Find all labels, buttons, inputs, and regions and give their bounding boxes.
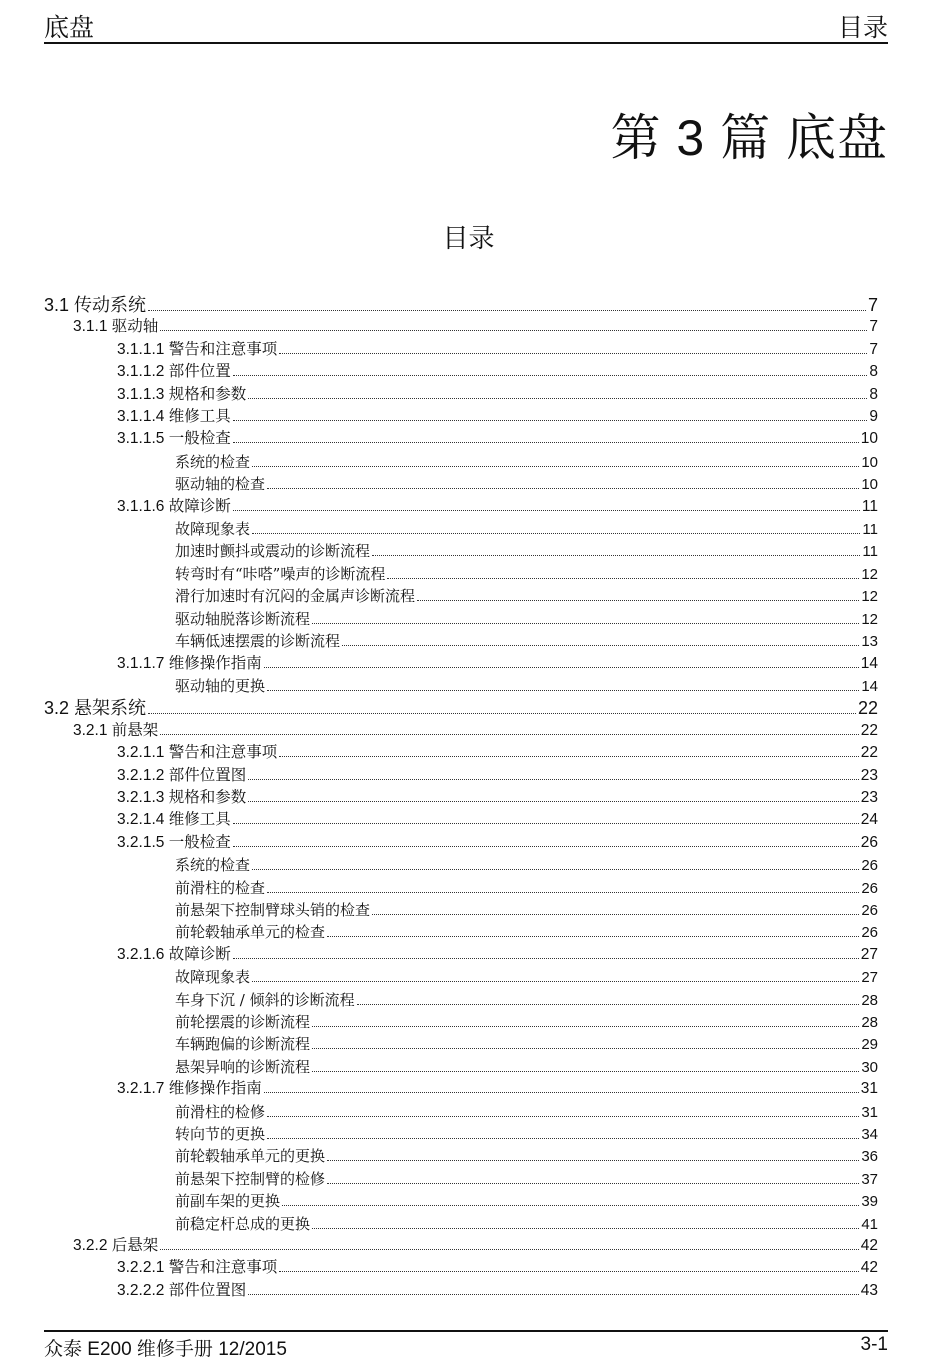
toc-entry-label: 3.2 悬架系统: [44, 698, 147, 719]
toc-entry[interactable]: [44, 787, 878, 809]
toc-entry-label: 3.2.1.7 维修操作指南: [117, 1080, 262, 1098]
toc-entry-page: 12: [861, 610, 878, 628]
toc-entry-label: 驱动轴的检查: [175, 475, 266, 494]
toc-leader-dots: [248, 779, 859, 780]
toc-leader-dots: [267, 488, 859, 489]
toc-entry-label: 故障现象表: [175, 968, 251, 987]
toc-entry[interactable]: [44, 294, 878, 316]
toc-entry-label: 车身下沉 / 倾斜的诊断流程: [175, 990, 355, 1009]
toc-entry[interactable]: [44, 473, 878, 495]
toc-entry-page: 31: [861, 1103, 878, 1121]
toc-entry-page: 7: [869, 340, 878, 358]
toc-entry-page: 9: [869, 408, 878, 426]
table-of-contents: [44, 294, 878, 1302]
toc-entry-label: 3.1.1.1 警告和注意事项: [117, 340, 278, 358]
footer-page-number: 3-1: [860, 1334, 888, 1355]
toc-entry-label: 3.1.1.3 规格和参数: [117, 385, 247, 403]
toc-entry-page: 37: [861, 1170, 878, 1188]
toc-entry[interactable]: [44, 765, 878, 787]
toc-entry-label: 车辆低速摆震的诊断流程: [175, 632, 341, 651]
toc-entry-label: 前轮摆震的诊断流程: [175, 1013, 311, 1031]
toc-entry-label: 前滑柱的检查: [175, 878, 266, 897]
toc-entry-label: 转弯时有“咔嗒”噪声的诊断流程: [175, 564, 386, 583]
toc-entry-label: 3.1.1.7 维修操作指南: [117, 654, 262, 672]
toc-entry-label: 3.1.1.2 部件位置: [117, 363, 231, 381]
toc-entry[interactable]: [44, 1280, 878, 1302]
toc-entry-label: 前稳定杆总成的更换: [175, 1214, 311, 1233]
toc-leader-dots: [148, 713, 856, 714]
toc-entry-label: 3.2.1.3 规格和参数: [117, 788, 247, 806]
toc-leader-dots: [233, 823, 859, 824]
toc-leader-dots: [160, 330, 867, 331]
toc-entry-label: 3.2.2.1 警告和注意事项: [117, 1259, 278, 1277]
toc-entry-page: 41: [861, 1215, 878, 1233]
toc-entry-label: 加速时颤抖或震动的诊断流程: [175, 542, 371, 561]
toc-entry-label: 3.2.1 前悬架: [73, 721, 159, 739]
toc-entry-label: 车辆跑偏的诊断流程: [175, 1035, 311, 1054]
toc-leader-dots: [148, 310, 866, 311]
toc-leader-dots: [252, 869, 859, 870]
toc-entry[interactable]: [44, 585, 878, 607]
toc-leader-dots: [372, 914, 859, 915]
toc-entry-page: 42: [860, 1259, 878, 1277]
toc-entry-label: 3.1.1 驱动轴: [73, 318, 159, 336]
toc-entry-page: 24: [860, 811, 878, 829]
toc-entry[interactable]: [44, 1011, 878, 1033]
toc-entry[interactable]: [44, 877, 878, 899]
toc-leader-dots: [267, 1138, 859, 1139]
toc-entry[interactable]: [44, 854, 878, 876]
toc-entry[interactable]: [44, 451, 878, 473]
toc-leader-dots: [267, 1116, 859, 1117]
toc-entry-page: 22: [857, 698, 878, 719]
toc-entry[interactable]: [44, 1145, 878, 1167]
toc-heading: 目录: [442, 223, 495, 253]
toc-entry[interactable]: [44, 697, 878, 719]
toc-leader-dots: [252, 466, 859, 467]
page-footer: [44, 1330, 888, 1362]
toc-entry[interactable]: [44, 1235, 878, 1257]
toc-entry-page: 11: [861, 497, 878, 515]
toc-leader-dots: [233, 442, 859, 443]
toc-entry-page: 29: [861, 1036, 878, 1054]
toc-entry-label: 前副车架的更换: [175, 1192, 281, 1211]
toc-leader-dots: [248, 801, 859, 802]
toc-leader-dots: [282, 1205, 859, 1206]
toc-entry-page: 22: [860, 721, 878, 739]
toc-leader-dots: [327, 936, 859, 937]
toc-entry-label: 滑行加速时有沉闷的金属声诊断流程: [175, 587, 416, 606]
toc-entry-page: 12: [861, 588, 878, 606]
toc-entry[interactable]: [44, 1168, 878, 1190]
toc-entry-label: 故障现象表: [175, 520, 251, 539]
toc-entry-label: 驱动轴脱落诊断流程: [175, 609, 311, 628]
toc-entry[interactable]: [44, 809, 878, 831]
toc-entry[interactable]: [44, 406, 878, 428]
toc-leader-dots: [327, 1160, 859, 1161]
toc-entry-page: 26: [860, 833, 878, 851]
toc-leader-dots: [248, 398, 867, 399]
toc-leader-dots: [372, 555, 860, 556]
toc-entry-label: 3.2.1.2 部件位置图: [117, 766, 247, 784]
toc-entry[interactable]: [44, 316, 878, 338]
toc-entry-page: 13: [861, 633, 878, 651]
toc-entry[interactable]: [44, 1257, 878, 1279]
toc-leader-dots: [160, 734, 858, 735]
toc-entry-page: 12: [861, 565, 878, 583]
toc-leader-dots: [312, 1071, 859, 1072]
toc-leader-dots: [233, 846, 859, 847]
toc-entry-page: 14: [861, 677, 878, 695]
toc-entry-page: 43: [860, 1281, 878, 1299]
toc-entry[interactable]: [44, 608, 878, 630]
toc-entry[interactable]: [44, 921, 878, 943]
toc-entry[interactable]: [44, 1213, 878, 1235]
toc-leader-dots: [312, 1228, 859, 1229]
toc-leader-dots: [264, 667, 859, 668]
toc-entry[interactable]: [44, 339, 878, 361]
toc-entry-page: 39: [861, 1193, 878, 1211]
toc-entry-page: 8: [869, 385, 878, 403]
toc-entry-label: 3.2.1.5 一般检查: [117, 833, 231, 851]
toc-entry-label: 3.2.2.2 部件位置图: [117, 1281, 247, 1299]
toc-entry-label: 前轮毂轴承单元的更换: [175, 1147, 326, 1166]
toc-leader-dots: [233, 510, 860, 511]
toc-entry[interactable]: [44, 496, 878, 518]
toc-entry-page: 26: [861, 857, 878, 875]
toc-leader-dots: [279, 756, 859, 757]
toc-leader-dots: [267, 892, 859, 893]
toc-entry-page: 30: [861, 1058, 878, 1076]
toc-entry-page: 23: [860, 788, 878, 806]
toc-leader-dots: [417, 600, 859, 601]
footer-manual-title: 众泰 E200 维修手册 12/2015: [44, 1339, 287, 1360]
toc-entry-label: 3.1.1.5 一般检查: [117, 430, 231, 448]
toc-entry[interactable]: [44, 361, 878, 383]
toc-entry[interactable]: [44, 630, 878, 652]
toc-leader-dots: [252, 981, 859, 982]
toc-entry-label: 系统的检查: [175, 856, 251, 875]
toc-entry[interactable]: [44, 1123, 878, 1145]
toc-entry-page: 7: [867, 295, 878, 315]
toc-entry-page: 22: [860, 744, 878, 762]
toc-entry[interactable]: [44, 742, 878, 764]
toc-entry-page: 28: [861, 991, 878, 1009]
toc-entry-page: 27: [860, 945, 878, 963]
toc-entry-page: 8: [869, 363, 878, 381]
toc-entry-page: 7: [869, 318, 878, 336]
toc-leader-dots: [233, 375, 868, 376]
toc-entry-page: 11: [862, 543, 878, 561]
toc-entry-label: 3.1.1.6 故障诊断: [117, 497, 231, 515]
toc-entry-page: 26: [861, 901, 878, 919]
toc-entry[interactable]: [44, 720, 878, 742]
toc-entry-label: 3.2.1.6 故障诊断: [117, 945, 231, 963]
toc-entry-page: 14: [860, 654, 878, 672]
toc-leader-dots: [327, 1183, 859, 1184]
toc-entry-page: 26: [861, 879, 878, 897]
toc-entry-label: 3.1 传动系统: [44, 295, 147, 315]
toc-entry-label: 3.2.2 后悬架: [73, 1237, 159, 1255]
toc-entry[interactable]: [44, 653, 878, 675]
page-header: [44, 6, 888, 44]
toc-entry-page: 11: [862, 521, 878, 539]
toc-entry[interactable]: [44, 1033, 878, 1055]
toc-leader-dots: [342, 645, 859, 646]
toc-entry[interactable]: [44, 1056, 878, 1078]
toc-entry-label: 3.2.1.1 警告和注意事项: [117, 744, 278, 762]
toc-leader-dots: [160, 1249, 858, 1250]
toc-entry[interactable]: [44, 675, 878, 697]
toc-leader-dots: [252, 533, 860, 534]
toc-entry[interactable]: [44, 384, 878, 406]
header-section-title: 底盘: [44, 14, 95, 42]
toc-entry-page: 34: [861, 1126, 878, 1144]
toc-entry[interactable]: [44, 1078, 878, 1100]
toc-entry-page: 26: [861, 924, 878, 942]
toc-leader-dots: [312, 1026, 859, 1027]
toc-entry-page: 23: [860, 766, 878, 784]
toc-leader-dots: [233, 420, 868, 421]
toc-leader-dots: [312, 1048, 859, 1049]
toc-entry-page: 28: [861, 1014, 878, 1031]
toc-leader-dots: [312, 623, 859, 624]
toc-entry[interactable]: [44, 832, 878, 854]
toc-entry-page: 10: [860, 430, 878, 448]
toc-leader-dots: [267, 690, 859, 691]
toc-entry-label: 前轮毂轴承单元的检查: [175, 923, 326, 942]
toc-entry-label: 驱动轴的更换: [175, 676, 266, 695]
toc-leader-dots: [387, 578, 859, 579]
toc-entry[interactable]: [44, 1101, 878, 1123]
toc-entry-page: 42: [860, 1237, 878, 1255]
toc-entry-label: 前滑柱的检修: [175, 1102, 266, 1121]
toc-entry-label: 前悬架下控制臂球头销的检查: [175, 900, 371, 919]
toc-leader-dots: [264, 1092, 859, 1093]
toc-leader-dots: [233, 958, 859, 959]
toc-entry[interactable]: [44, 518, 878, 540]
toc-entry-page: 10: [861, 453, 878, 471]
toc-entry-page: 36: [861, 1148, 878, 1166]
part-title: 第 3 篇 底盘: [610, 110, 888, 166]
toc-entry-label: 转向节的更换: [175, 1125, 266, 1144]
toc-leader-dots: [279, 1271, 859, 1272]
toc-entry[interactable]: [44, 540, 878, 562]
toc-entry[interactable]: [44, 428, 878, 450]
toc-leader-dots: [279, 353, 867, 354]
toc-leader-dots: [248, 1294, 859, 1295]
toc-entry-label: 系统的检查: [175, 452, 251, 471]
toc-entry-page: 31: [860, 1080, 878, 1098]
toc-entry-label: 3.2.1.4 维修工具: [117, 811, 231, 829]
header-page-type: 目录: [837, 14, 888, 42]
toc-entry-label: 悬架异响的诊断流程: [175, 1057, 311, 1076]
toc-entry-label: 前悬架下控制臂的检修: [175, 1169, 326, 1188]
toc-entry[interactable]: [44, 563, 878, 585]
toc-entry[interactable]: [44, 944, 878, 966]
toc-entry-page: 10: [861, 476, 878, 494]
toc-entry-label: 3.1.1.4 维修工具: [117, 408, 231, 426]
toc-leader-dots: [357, 1004, 860, 1005]
toc-entry[interactable]: [44, 1190, 878, 1212]
toc-entry[interactable]: [44, 899, 878, 921]
toc-entry[interactable]: [44, 966, 878, 988]
toc-entry-page: 27: [861, 969, 878, 987]
toc-entry[interactable]: [44, 989, 878, 1011]
